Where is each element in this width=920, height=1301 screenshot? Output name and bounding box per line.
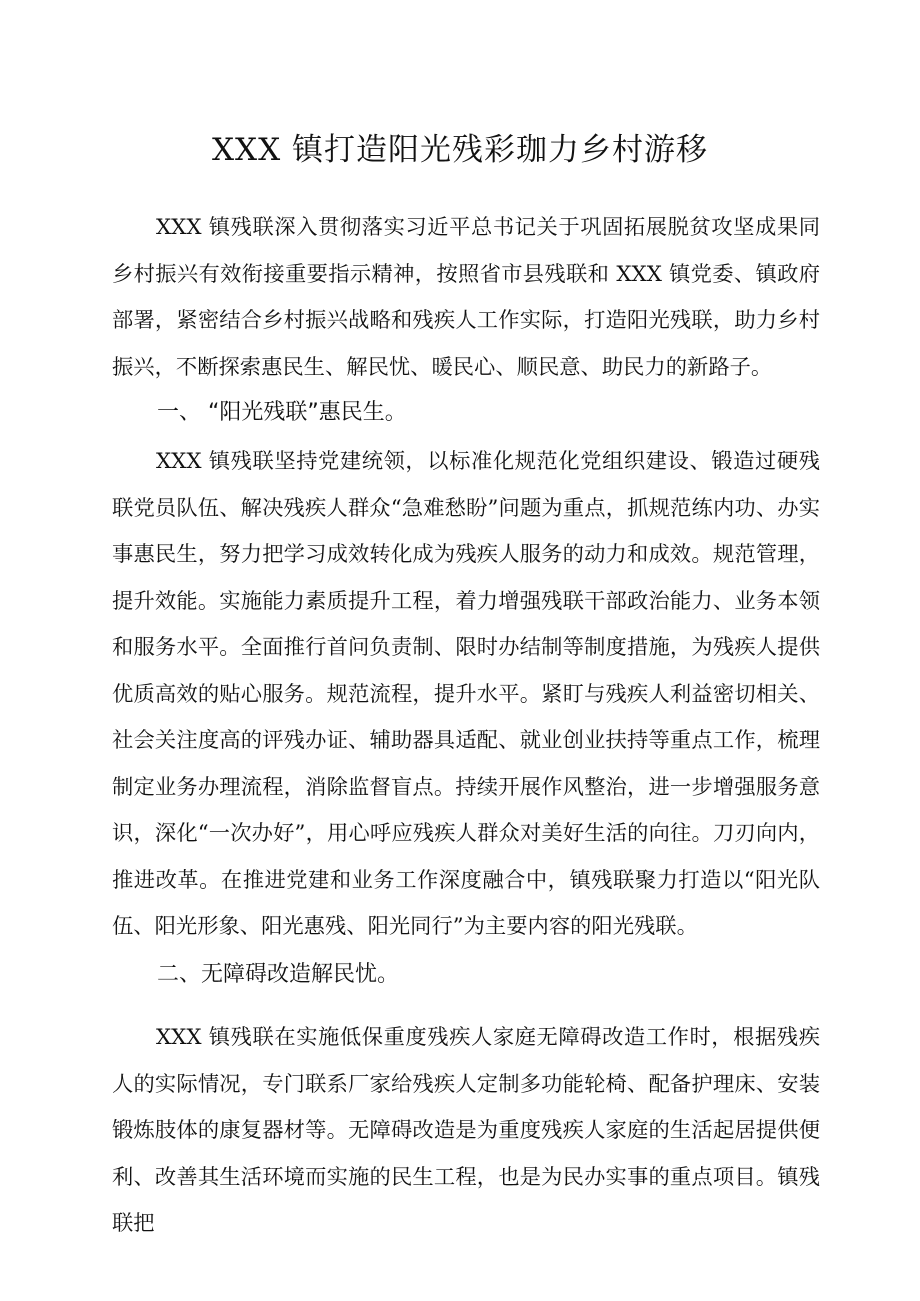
paragraph-intro xyxy=(112,205,820,391)
paragraph-section-1 xyxy=(112,439,820,951)
paragraph-text: XXX 镇残联深入贯彻落实习近平总书记关于巩固拓展脱贫攻坚成果同乡村振兴有效衔接重要指示精神，按照省市县残联和 XXX 镇党委、镇政府部署，紧密结合乡村振兴战略和残疾人工作实际，打造阳光残联，助力乡村振兴，不断探索惠民生、解民忧、暖民心、顺民意、助民力的新路子。 xyxy=(112,215,820,380)
paragraph-section-2 xyxy=(112,1015,820,1248)
section-heading-2: 二、无障碍改造解民忧。 xyxy=(157,962,400,987)
paragraph-text: XXX 镇残联坚持党建统领，以标准化规范化党组织建设、锻造过硬残联党员队伍、解决残疾人群众“急难愁盼”问题为重点，抓规范练内功、办实事惠民生，努力把学习成效转化成为残疾人服务的动力和成效。规范管理，提升效能。实施能力素质提升工程，着力增强残联干部政治能力、业务本领和服务水平。全面推行首问负责制、限时办结制等制度措施，为残疾人提供优质高效的贴心服务。规范流程，提升水平。紧盯与残疾人利益密切相关、社会关注度高的评残办证、辅助器具适配、就业创业扶持等重点工作，梳理制定业务办理流程，消除监督盲点。持续开展作风整治，进一步增强服务意识，深化“一次办好”，用心呼应残疾人群众对美好生活的向往。刀刃向内，推进改革。在推进党建和业务工作深度融合中，镇残联聚力打造以“阳光队伍、阳光形象、阳光惠残、阳光同行”为主要内容的阳光残联。 xyxy=(112,449,820,939)
section-heading-1: 一、 “阳光残联”惠民生。 xyxy=(157,400,407,425)
paragraph-text: XXX 镇残联在实施低保重度残疾人家庭无障碍改造工作时，根据残疾人的实际情况，专门联系厂家给残疾人定制多功能轮椅、配备护理床、安装锻炼肢体的康复器材等。无障碍改造是为重度残疾人家庭的生活起居提供便利、改善其生活环境而实施的民生工程，也是为民办实事的重点项目。镇残联把 xyxy=(112,1025,820,1236)
document-title: XXX 镇打造阳光残彩珈力乡村游移 xyxy=(211,132,709,168)
